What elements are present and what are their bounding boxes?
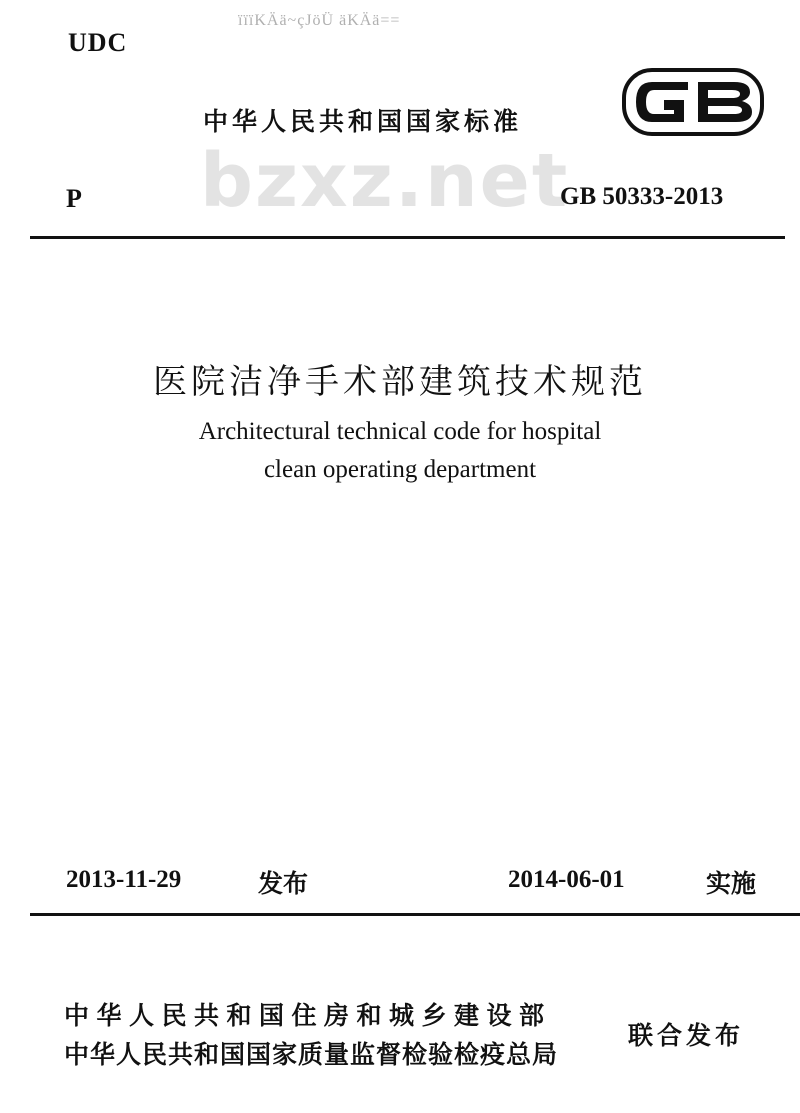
title-english-line2: clean operating department [263, 456, 537, 483]
category-letter: P [66, 184, 82, 213]
issue-date: 2013-11-29 [66, 866, 182, 893]
scan-noise-text: ïïïKÄä~çJöÜ äKÄä== [238, 12, 401, 29]
standard-number: GB 50333-2013 [560, 183, 724, 210]
title-chinese: 医院洁净手术部建筑技术规范 [153, 362, 647, 402]
issue-label: 发布 [258, 869, 309, 898]
issuer-line1: 中华人民共和国住房和城乡建设部 [64, 1001, 552, 1030]
national-standard-heading: 中华人民共和国国家标准 [203, 107, 523, 136]
bottom-divider [30, 913, 800, 916]
top-divider [30, 236, 785, 239]
udc-label: UDC [68, 28, 128, 57]
implementation-label: 实施 [706, 869, 757, 898]
gb-logo-icon [622, 66, 764, 138]
watermark-text: bzxz.net [200, 138, 570, 224]
joint-issue-label: 联合发布 [628, 1021, 745, 1050]
title-english-line1: Architectural technical code for hospital [198, 418, 602, 445]
implementation-date: 2014-06-01 [508, 866, 625, 893]
issuer-line2: 中华人民共和国国家质量监督检验检疫总局 [64, 1040, 559, 1069]
